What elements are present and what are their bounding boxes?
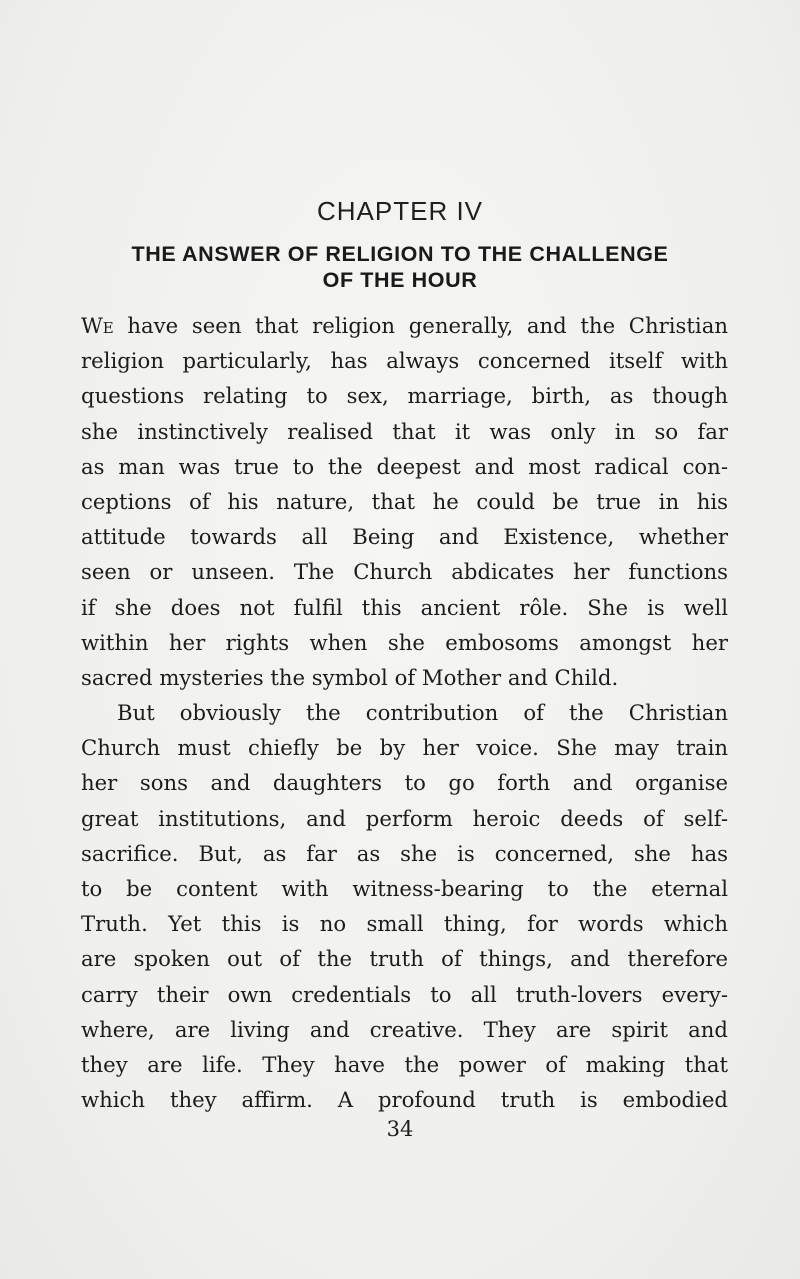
- text-line: to be content with witness-bearing to the eternal: [81, 876, 728, 901]
- text-line: questions relating to sex, marriage, birth, as though: [81, 383, 728, 409]
- text-line: ceptions of his nature, that he could be true in his: [81, 488, 728, 514]
- text-line: if she does not fulfil this ancient rôle. She is well: [81, 594, 728, 620]
- text-line: seen or unseen. The Church abdicates her functions: [81, 559, 728, 585]
- text-line: religion particularly, has always concerned itself with: [81, 348, 728, 374]
- text-line: are spoken out of the truth of things, and therefore: [81, 946, 728, 972]
- text-line: she instinctively realised that it was only in so far: [81, 418, 728, 444]
- text-line: sacrifice. But, as far as she is concerned, she has: [81, 840, 728, 866]
- text-line: We have seen that religion generally, and the Christian: [81, 313, 728, 338]
- text-line: within her rights when she embosoms amongst her: [81, 629, 728, 655]
- chapter-title-line-1: THE ANSWER OF RELIGION TO THE CHALLENGE: [131, 242, 669, 266]
- text-line: carry their own credentials to all truth-lovers every-: [81, 981, 728, 1007]
- text-line: which they affirm. A profound truth is embodied: [81, 1087, 728, 1113]
- text-line: sacred mysteries the symbol of Mother and Child.: [81, 664, 619, 690]
- drop-word: We: [81, 313, 114, 338]
- body-text: [81, 308, 728, 1117]
- page-number: 34: [386, 1117, 414, 1141]
- text-line: her sons and daughters to go forth and organise: [81, 770, 728, 796]
- text-line: Truth. Yet this is no small thing, for words which: [81, 911, 728, 937]
- text-line: as man was true to the deepest and most radical con-: [81, 453, 728, 479]
- text-line: great institutions, and perform heroic deeds of self-: [81, 805, 728, 831]
- chapter-number: CHAPTER IV: [316, 196, 484, 226]
- text-line: Church must chiefly be by her voice. She may train: [81, 735, 728, 761]
- text-line: attitude towards all Being and Existence, whether: [81, 524, 728, 550]
- text-line: they are life. They have the power of making that: [81, 1051, 728, 1077]
- text-line: where, are living and creative. They are spirit and: [81, 1016, 728, 1042]
- text-line: But obviously the contribution of the Christian: [117, 700, 728, 726]
- chapter-title: [80, 241, 720, 293]
- chapter-title-line-2: OF THE HOUR: [322, 268, 478, 292]
